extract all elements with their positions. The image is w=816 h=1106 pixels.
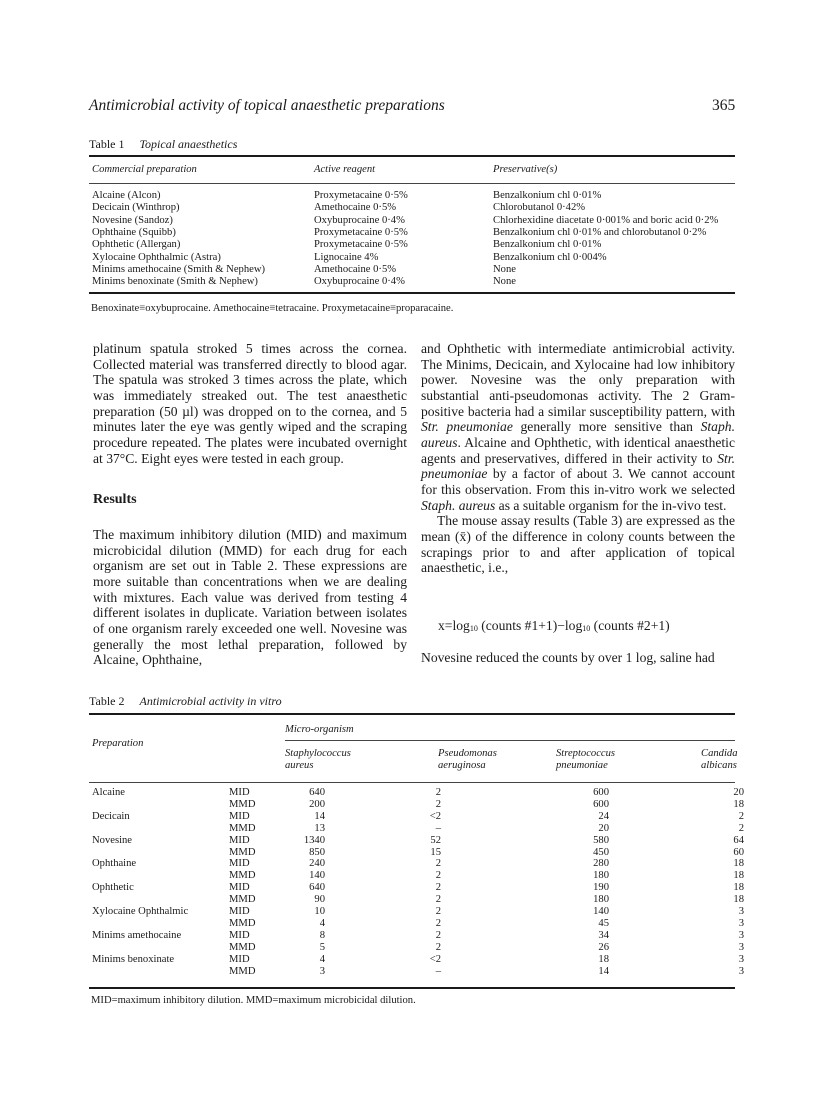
table2-preparation: Ophthaine — [92, 858, 137, 870]
table2-value: 2 — [435, 798, 441, 810]
table2-value: 18 — [733, 858, 744, 870]
left-column-paragraph-2 — [93, 527, 407, 668]
table1-row — [89, 239, 735, 251]
table2-value: 2 — [738, 822, 744, 834]
table2-value: 2 — [738, 810, 744, 822]
table2-value: – — [435, 965, 441, 977]
table2-measure: MID — [229, 882, 250, 894]
formula-part: x=log — [438, 618, 470, 633]
formula-subscript: 10 — [469, 624, 478, 633]
formula — [438, 618, 670, 634]
organism-name-line: Staphylococcus — [285, 748, 351, 759]
table2-measure: MID — [229, 834, 250, 846]
table2-measure: MID — [229, 953, 250, 965]
organism-name-line: Streptococcus — [556, 748, 616, 759]
table2-row — [89, 835, 749, 847]
table1-cell: Alcaine (Alcon) — [92, 190, 161, 201]
table2-value: 3 — [738, 965, 744, 977]
table2-value: 8 — [319, 929, 325, 941]
text-run: . Alcaine and Ophthetic, with identical anaesthetic agents and preservatives, differed in their activity to — [421, 434, 735, 466]
table1-col-header: Active reagent — [314, 164, 376, 175]
table2-value: 240 — [309, 858, 325, 870]
table1-cell: Oxybuprocaine 0·4% — [314, 276, 405, 288]
table1-header-rule — [89, 183, 735, 184]
table2-value: – — [435, 822, 441, 834]
table2-row — [89, 894, 749, 906]
table2-measure: MMD — [229, 917, 256, 929]
table2-value: 14 — [314, 810, 325, 822]
table2-row — [89, 811, 749, 823]
table1-cell: Proxymetacaine 0·5% — [314, 226, 408, 238]
table2-value: 2 — [435, 870, 441, 882]
table2-value: 18 — [733, 870, 744, 882]
table1-cell: Chlorobutanol 0·42% — [493, 202, 586, 214]
table1-row — [89, 252, 735, 264]
table1-cell: Minims amethocaine (Smith & Nephew) — [92, 263, 265, 275]
table1-cell: Benzalkonium chl 0·004% — [493, 251, 607, 263]
table2-row — [89, 918, 749, 930]
formula-part: (counts #1+1)−log — [477, 618, 583, 633]
table2-value: 18 — [733, 882, 744, 894]
table2-value: 640 — [309, 882, 325, 894]
table2-row — [89, 966, 749, 978]
paragraph: The mouse assay results (Table 3) are expressed as the mean (x̄) of the difference in colony counts between the scrapings prior to and after application of topical anaesthetic, i.e., — [421, 513, 735, 576]
table2-value: 2 — [435, 941, 441, 953]
table2-preparation: Minims amethocaine — [92, 929, 182, 941]
table2-row — [89, 799, 749, 811]
table1-row — [89, 276, 735, 288]
table2-value: 10 — [314, 906, 325, 917]
table2-row — [89, 847, 749, 859]
table2-organism-header — [556, 748, 615, 772]
table2-value: 26 — [598, 941, 609, 953]
table2-measure: MMD — [229, 894, 256, 906]
table2-bottom-rule — [89, 987, 735, 989]
table2-value: 5 — [319, 941, 325, 953]
text-run: generally more sensitive than — [512, 419, 701, 435]
table2-measure: MMD — [229, 798, 256, 810]
table2-value: 13 — [314, 822, 325, 834]
table2-row — [89, 954, 749, 966]
table2-organism-header — [701, 748, 738, 772]
paragraph: Novesine reduced the counts by over 1 log, saline had — [421, 650, 715, 665]
table1-row — [89, 190, 735, 202]
table2-caption — [89, 694, 282, 709]
table1-footnote: Benoxinate≡oxybuprocaine. Amethocaine≡tetracaine. Proxymetacaine≡proparacaine. — [91, 303, 454, 314]
right-column-paragraph-1 — [421, 341, 735, 576]
table2-value: 190 — [593, 882, 609, 894]
table1-row — [89, 227, 735, 239]
table2-value: 180 — [593, 894, 609, 906]
organism-name-line: pneumoniae — [556, 760, 608, 771]
table2-value: 2 — [435, 787, 441, 798]
table2-measure: MID — [229, 787, 250, 798]
organism-name-line: aeruginosa — [438, 760, 486, 771]
table1-label: Table 1 — [89, 137, 125, 151]
page-number: 365 — [712, 97, 736, 114]
table2-value: 180 — [593, 870, 609, 882]
table2-value: 2 — [435, 906, 441, 917]
text-run: and Ophthetic with intermediate antimicrobial activity. The Minims, Decicain, and Xylocaine had low inhibitory power. Novesine was the only preparation with substantial anti-pseudomonas activity. The 2 Gram-positive bacteria had a similar susceptibility pattern, with — [421, 341, 735, 419]
table2-value: 4 — [319, 953, 325, 965]
species-name: Str. pneumoniae — [421, 450, 735, 482]
table2-value: 14 — [598, 965, 609, 977]
table2-header-rule — [89, 782, 735, 783]
table1-cell: Benzalkonium chl 0·01% — [493, 190, 602, 201]
table1-bottom-rule — [89, 292, 735, 294]
table2-value: 20 — [733, 787, 744, 798]
table2-value: 200 — [309, 798, 325, 810]
table2-row — [89, 858, 749, 870]
species-name: Str. pneumoniae — [421, 419, 513, 435]
table1-cell: Amethocaine 0·5% — [314, 202, 397, 214]
table1-caption — [89, 137, 237, 152]
table2-footnote: MID=maximum inhibitory dilution. MMD=maximum microbicidal dilution. — [91, 995, 416, 1006]
table2-value: 1340 — [303, 834, 325, 846]
table2-preparation: Ophthetic — [92, 882, 134, 894]
organism-name-line: albicans — [701, 760, 737, 771]
table2-value: 18 — [733, 894, 744, 906]
table2-preparation: Minims benoxinate — [92, 953, 175, 965]
table1-top-rule — [89, 155, 735, 157]
table1-row — [89, 202, 735, 214]
table2-top-rule — [89, 713, 735, 715]
table2-organism-header — [285, 748, 351, 772]
table2-value: 140 — [593, 906, 609, 917]
table1-cell: Benzalkonium chl 0·01% and chlorobutanol 0·2% — [493, 226, 707, 238]
text-run: as a suitable organism for the in-vivo test. — [495, 497, 727, 513]
table2-row — [89, 882, 749, 894]
table2-value: 280 — [593, 858, 609, 870]
table2-value: 34 — [598, 929, 609, 941]
table2-value: 2 — [435, 882, 441, 894]
table1-cell: Oxybuprocaine 0·4% — [314, 214, 405, 226]
table2-preparation-header: Preparation — [92, 738, 144, 749]
table2-preparation: Alcaine — [92, 787, 125, 798]
table1-header-row — [89, 164, 735, 178]
table2-row — [89, 906, 749, 918]
table2-preparation: Decicain — [92, 810, 130, 822]
table2-measure: MID — [229, 858, 250, 870]
table2-value: 15 — [430, 846, 441, 858]
table2-row — [89, 787, 749, 799]
formula-subscript: 10 — [582, 624, 591, 633]
table2-value: 3 — [738, 929, 744, 941]
running-title: Antimicrobial activity of topical anaesthetic preparations — [89, 97, 445, 114]
table1-cell: Chlorhexidine diacetate 0·001% and boric acid 0·2% — [493, 214, 719, 226]
table1-cell: Lignocaine 4% — [314, 251, 379, 263]
table2-row — [89, 823, 749, 835]
table2-measure: MMD — [229, 941, 256, 953]
table1-cell: Decicain (Winthrop) — [92, 202, 180, 214]
text-run: by a factor of about 3. We cannot account for this observation. From this in-vitro work we selected — [421, 466, 735, 497]
table1-cell: Xylocaine Ophthalmic (Astra) — [92, 251, 221, 263]
table1-col-header: Commercial preparation — [92, 164, 197, 175]
table2-value: 640 — [309, 787, 325, 798]
table2-preparation: Novesine — [92, 834, 133, 846]
results-heading: Results — [93, 492, 137, 507]
table2-measure: MMD — [229, 965, 256, 977]
table2-value: 140 — [309, 870, 325, 882]
table1-cell: Minims benoxinate (Smith & Nephew) — [92, 276, 258, 288]
table2-label: Table 2 — [89, 694, 125, 708]
organism-name-line: aureus — [285, 760, 314, 771]
table2-measure: MID — [229, 810, 250, 822]
table2-value: 90 — [314, 894, 325, 906]
table2-measure: MMD — [229, 870, 256, 882]
table1-title: Topical anaesthetics — [139, 137, 238, 151]
table2-title: Antimicrobial activity in vitro — [139, 694, 282, 708]
table2-value: 45 — [598, 917, 609, 929]
table2-value: 4 — [319, 917, 325, 929]
table2-value: <2 — [429, 810, 441, 822]
table2-value: 3 — [738, 917, 744, 929]
table2-value: 600 — [593, 787, 609, 798]
table2-value: 3 — [738, 906, 744, 917]
table1-cell: Ophthetic (Allergan) — [92, 239, 181, 251]
table1-cell: Proxymetacaine 0·5% — [314, 190, 408, 201]
table2-measure: MMD — [229, 822, 256, 834]
table2-header — [89, 720, 738, 780]
table2-measure: MID — [229, 929, 250, 941]
table2-value: 600 — [593, 798, 609, 810]
table2-value: 580 — [593, 834, 609, 846]
table2-value: 3 — [738, 953, 744, 965]
table2-value: 2 — [435, 917, 441, 929]
table2-group-header: Micro-organism — [285, 724, 354, 735]
left-column-paragraph-1 — [93, 341, 407, 466]
table1-cell: Novesine (Sandoz) — [92, 214, 173, 226]
table2-row — [89, 870, 749, 882]
table1-cell: Proxymetacaine 0·5% — [314, 239, 408, 251]
table2-value: 3 — [738, 941, 744, 953]
table1-cell: Benzalkonium chl 0·01% — [493, 239, 602, 251]
formula-part: (counts #2+1) — [590, 618, 670, 633]
organism-name-line: Pseudomonas — [438, 748, 497, 759]
table1-cell: Ophthaine (Squibb) — [92, 226, 176, 238]
table2-value: 64 — [733, 834, 744, 846]
table2-row — [89, 942, 749, 954]
table2-value: 850 — [309, 846, 325, 858]
right-column-paragraph-3 — [421, 650, 735, 666]
organism-name-line: Candida — [701, 748, 738, 759]
table2-measure: MMD — [229, 846, 256, 858]
table2-value: 52 — [430, 834, 441, 846]
table2-preparation: Xylocaine Ophthalmic — [92, 906, 189, 917]
table2-value: 3 — [319, 965, 325, 977]
table2-organism-header — [438, 748, 497, 772]
table1-cell: None — [493, 263, 516, 275]
paragraph: The maximum inhibitory dilution (MID) and maximum microbicidal dilution (MMD) for each drug for each organism are set out in Table 2. These expressions are more suitable than concentrations when we are dealing with mixtures. Each value was derived from testing 4 different isolates in duplicate. Variation between isolates of one organism rarely exceeded one well. Novesine was generally the most lethal preparation, followed by Alcaine, Ophthaine, — [93, 527, 407, 668]
table2-value: 18 — [598, 953, 609, 965]
species-name: Staph. aureus — [421, 497, 496, 513]
table1-col-header: Preservative(s) — [493, 164, 558, 175]
table2-value: 2 — [435, 894, 441, 906]
paragraph — [421, 341, 735, 513]
table1-row — [89, 264, 735, 276]
table2-value: 2 — [435, 858, 441, 870]
table2-group-rule — [285, 740, 735, 741]
table1-row — [89, 215, 735, 227]
table2-value: 450 — [593, 846, 609, 858]
table2-value: 18 — [733, 798, 744, 810]
table2-value: 60 — [733, 846, 744, 858]
paragraph: platinum spatula stroked 5 times across the cornea. Collected material was transferred directly to blood agar. The spatula was stroked 3 times across the plate, which was immediately streaked out. The test anaesthetic preparation (50 µl) was dropped on to the cornea, and 5 minutes later the eye was gently wiped and the scraping procedure repeated. The plates were incubated overnight at 37°C. Eight eyes were tested in each group. — [93, 341, 407, 466]
table2-measure: MID — [229, 906, 250, 917]
table1-cell: Amethocaine 0·5% — [314, 263, 397, 275]
species-name: Staph. aureus — [421, 419, 735, 450]
table2-value: 20 — [598, 822, 609, 834]
table2-value: 2 — [435, 929, 441, 941]
table2-row — [89, 930, 749, 942]
table1-cell: None — [493, 276, 516, 288]
table2-value: 24 — [598, 810, 609, 822]
table2-value: <2 — [429, 953, 441, 965]
